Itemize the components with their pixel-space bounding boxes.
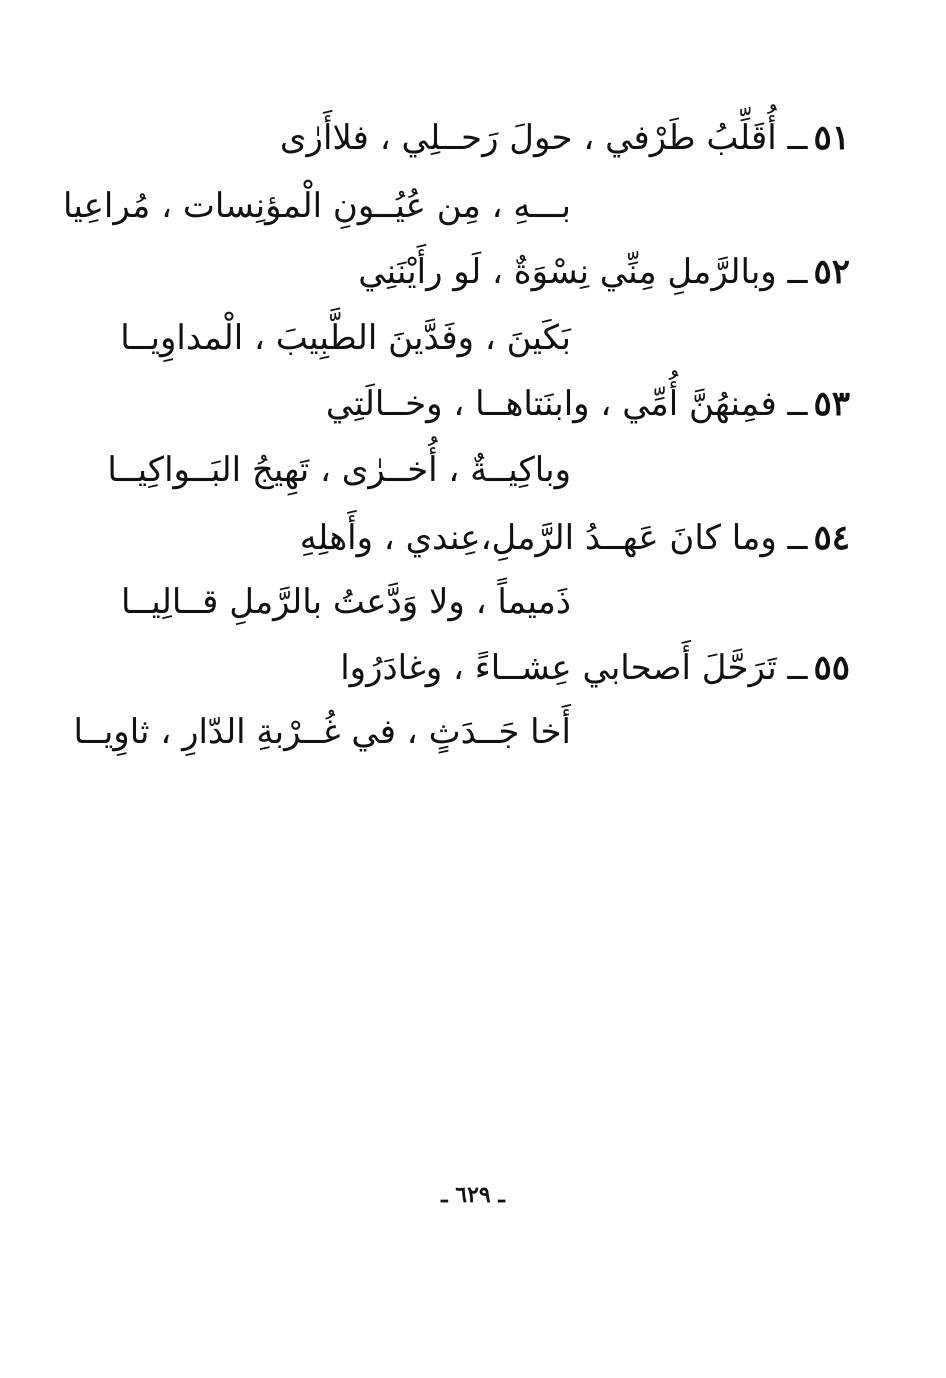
verse-text: أُقَلِّبُ طَرْفي ، حولَ رَحــلِي ، فلاأَرٰى <box>279 118 777 158</box>
verse-first-hemistich <box>326 384 850 424</box>
verse-55 <box>0 648 946 778</box>
verse-number: ٥٥ <box>813 648 850 688</box>
verse-text: تَرَحَّلَ أَصحابي عِشــاءً ، وغادَرُوا <box>340 648 777 688</box>
verse-53 <box>0 384 946 514</box>
verse-number: ٥٣ <box>813 384 850 424</box>
verse-number: ٥١ <box>813 118 850 158</box>
verse-dash: ــ <box>776 648 808 688</box>
verse-second-hemistich: ذَميماً ، ولا وَدَّعتُ بالرَّملِ قــالِيــا <box>120 582 571 622</box>
verse-text: وما كانَ عَهــدُ الرَّملِ،عِندي ، وأَهلِهِ <box>299 518 777 558</box>
verse-first-hemistich <box>300 518 850 558</box>
verse-text: فمِنهُنَّ أُمِّي ، وابنَتاهــا ، وخــالَتِي <box>325 384 777 424</box>
page-number: ـ ٦٢٩ ـ <box>441 1182 505 1208</box>
verse-number: ٥٢ <box>813 252 850 292</box>
verse-dash: ــ <box>776 384 808 424</box>
verse-52 <box>0 252 946 382</box>
verse-51 <box>0 118 946 248</box>
verse-first-hemistich <box>358 252 850 292</box>
verse-first-hemistich <box>280 118 850 158</box>
verse-second-hemistich: وباكِيــةٌ ، أُخــرٰى ، تَهِيجُ البَــواكِيــا <box>107 450 571 490</box>
verse-dash: ــ <box>776 252 808 292</box>
verse-dash: ــ <box>776 118 808 158</box>
verse-text: وبالرَّملِ مِنِّي نِسْوَةٌ ، لَو رأَيْنَنِي <box>358 252 777 292</box>
verse-second-hemistich: بـــهِ ، مِن عُيُــونِ الْمؤنِسات ، مُراعِيا <box>63 186 571 226</box>
verse-first-hemistich <box>340 648 850 688</box>
verse-second-hemistich: أَخا جَــدَثٍ ، في غُــرْبةِ الدّارِ ، ثاوِيــا <box>73 712 571 752</box>
verse-dash: ــ <box>776 518 808 558</box>
verse-number: ٥٤ <box>813 518 850 558</box>
verse-54 <box>0 518 946 648</box>
verse-second-hemistich: بَكَينَ ، وفَدَّينَ الطَّبِيبَ ، الْمداوِيــا <box>120 318 571 358</box>
